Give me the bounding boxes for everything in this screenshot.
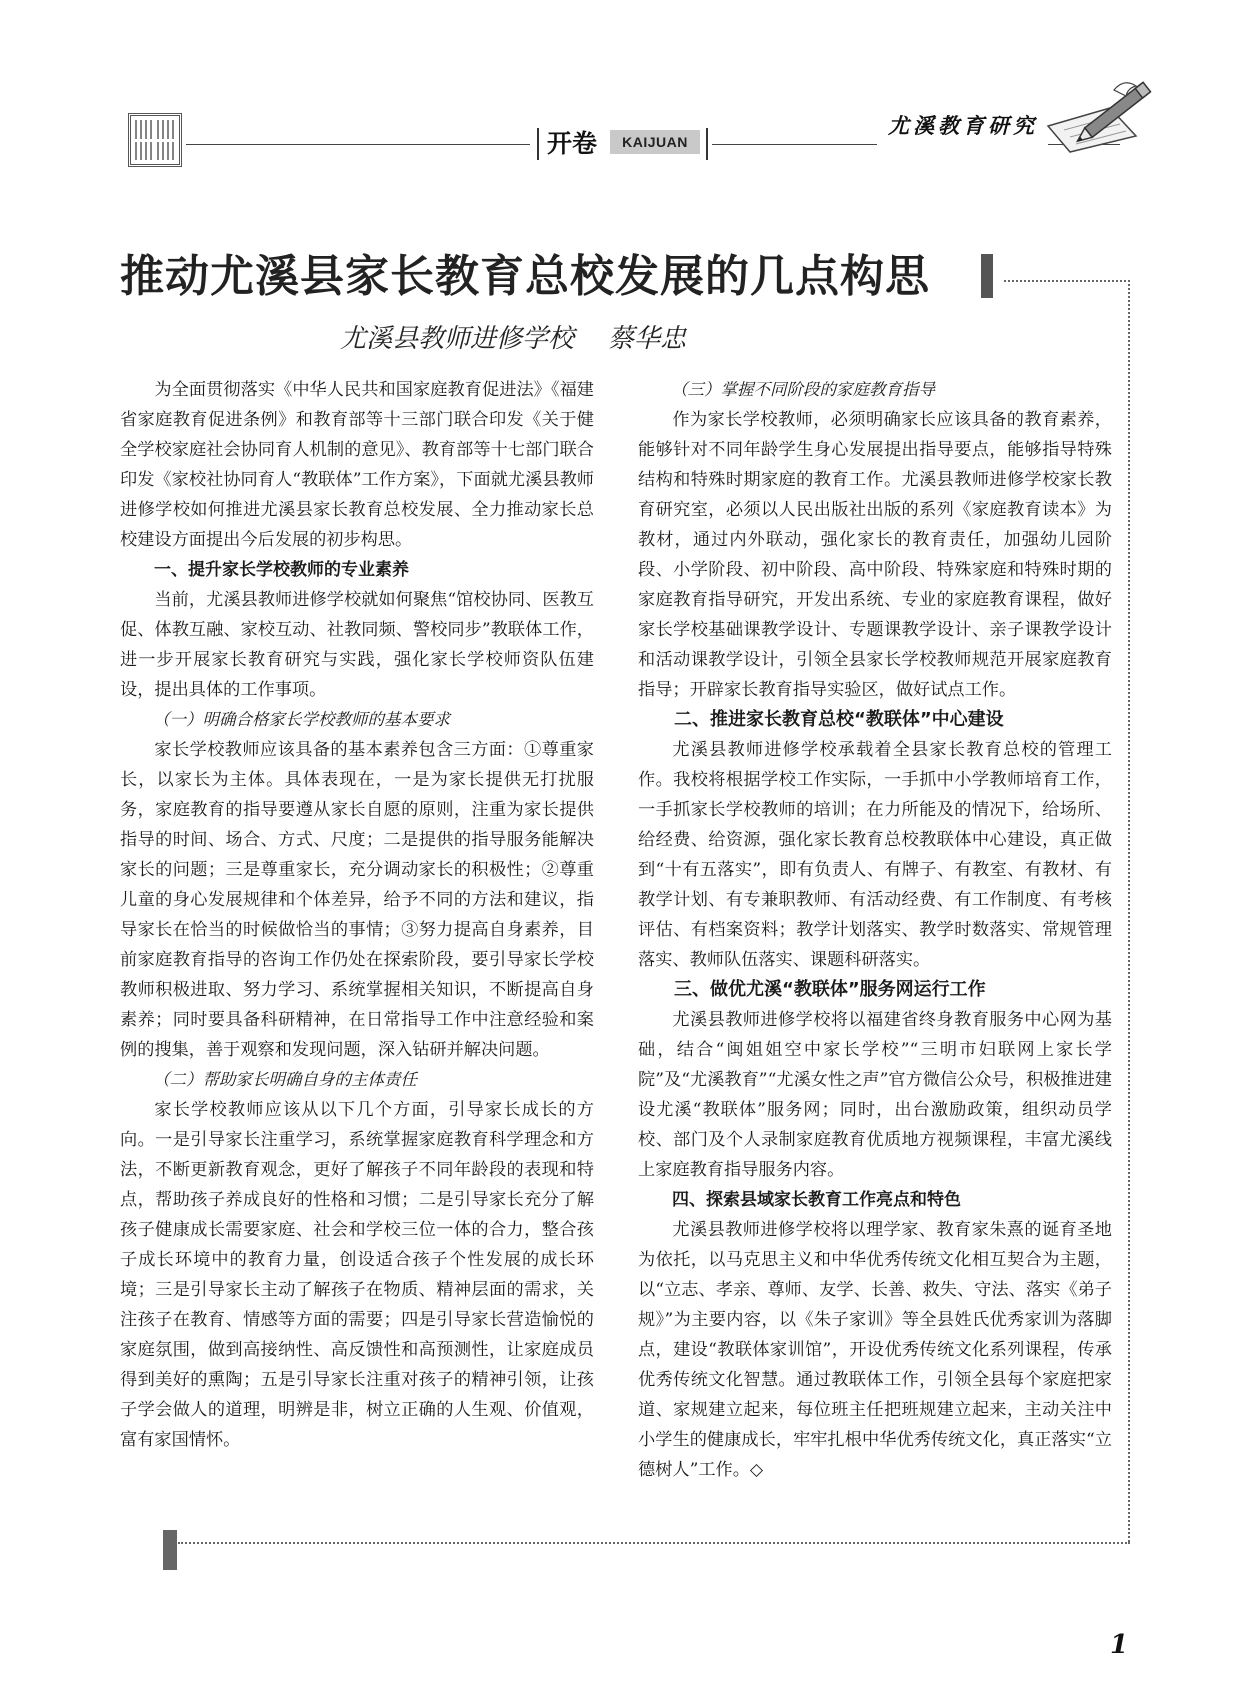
subsection-heading: （三）掌握不同阶段的家庭教育指导: [671, 380, 935, 399]
paragraph: 家长学校教师应该从以下几个方面，引导家长成长的方向。一是引导家长注重学习，系统掌握家庭教育科学理念和方法，不断更新教育观念，更好了解孩子不同年龄段的表现和特点，帮助孩子养成良好的性格和习惯；二是引导家长充分了解孩子健康成长需要家庭、社会和学校三位一体的合力，整合孩子成长环境中的教育力量，创设适合孩子个性发展的成长环境；三是引导家长主动了解孩子在物质、精神层面的需求，关注孩子在教育、情感等方面的需要；四是引导家长营造愉悦的家庭氛围，做到高接纳性、高反馈性和高预测性，让家庭成员得到美好的熏陶；五是引导家长注重对孩子的精神引领，让孩子学会做人的道理，明辨是非，树立正确的人生观、价值观，富有家国情怀。: [120, 1100, 594, 1450]
journal-name: 尤溪教育研究: [888, 113, 1038, 138]
header-rule-left: [186, 144, 530, 145]
paragraph: 作为家长学校教师，必须明确家长应该具备的教育素养，能够针对不同年龄学生身心发展提出指导要点，能够指导特殊结构和特殊时期家庭的教育工作。尤溪县教师进修学校家长教育研究室，必须以人民出版社出版的系列《家庭教育读本》为教材，通过内外联动，强化家长的教育责任，加强幼儿园阶段、小学阶段、初中阶段、高中阶段、特殊家庭和特殊时期的家庭教育指导研究，开发出系统、专业的家庭教育课程，做好家长学校基础课教学设计、专题课教学设计、亲子课教学设计和活动课教学设计，引领全县家长学校教师规范开展家庭教育指导；开辟家长教育指导实验区，做好试点工作。: [638, 410, 1112, 700]
section-heading: 四、探索县域家长教育工作亮点和特色: [672, 1190, 961, 1210]
author-organization: 尤溪县教师进修学校: [340, 324, 575, 354]
section-heading: 二、推进家长教育总校“教联体”中心建设: [674, 709, 1004, 730]
subsection-heading: （二）帮助家长明确自身的主体责任: [153, 1070, 417, 1089]
page-number: 1: [1110, 1630, 1129, 1660]
paragraph: 为全面贯彻落实《中华人民共和国家庭教育促进法》《福建省家庭教育促进条例》和教育部等十三部门联合印发《关于健全学校家庭社会协同育人机制的意见》、教育部等十七部门联合印发《家校社协同育人“教联体”工作方案》，下面就尤溪县教师进修学校如何推进尤溪县家长教育总校发展、全力推动家长总校建设方面提出今后发展的初步构思。: [120, 380, 594, 550]
header-rule-right: [712, 144, 877, 145]
right-column: [638, 375, 1112, 1485]
author-name: 蔡华忠: [608, 324, 687, 354]
seal-logo-icon: [128, 113, 182, 167]
page-header: [0, 0, 1240, 180]
paragraph: 尤溪县教师进修学校将以福建省终身教育服务中心网为基础，结合“闽姐姐空中家长学校”“三明市妇联网上家长学院”及“尤溪教育”“尤溪女性之声”官方微信公众号，积极推进建设尤溪“教联体”服务网；同时，出台激励政策，组织动员学校、部门及个人录制家庭教育优质地方视频课程，丰富尤溪线上家庭教育指导服务内容。: [638, 1010, 1112, 1180]
paragraph: 当前，尤溪县教师进修学校就如何聚焦“馆校协同、医教互促、体教互融、家校互动、社教同频、警校同步”教联体工作，进一步开展家长教育研究与实践，强化家长学校师资队伍建设，提出具体的工作事项。: [120, 590, 594, 700]
title-accent-block: [981, 254, 993, 298]
subsection-heading: （一）明确合格家长学校教师的基本要求: [153, 710, 450, 729]
section-divider-right: [706, 128, 708, 160]
dotted-frame-bottom: [178, 1542, 1130, 1544]
left-column: [120, 375, 594, 1455]
author-line: [340, 318, 686, 355]
section-label-en: KAIJUAN: [610, 130, 700, 154]
section-label-cn: 开卷: [547, 129, 598, 158]
dotted-frame-right: [1128, 280, 1130, 1542]
paragraph: 尤溪县教师进修学校承载着全县家长教育总校的管理工作。我校将根据学校工作实际，一手抓中小学教师培育工作，一手抓家长学校教师的培训；在力所能及的情况下，给场所、给经费、给资源，强化家长教育总校教联体中心建设，真正做到“十有五落实”，即有负责人、有牌子、有教室、有教材、有教学计划、有专兼职教师、有活动经费、有工作制度、有考核评估、有档案资料；教学计划落实、教学时数落实、常规管理落实、教师队伍落实、课题科研落实。: [638, 740, 1112, 970]
paragraph: 尤溪县教师进修学校将以理学家、教育家朱熹的诞育圣地为依托，以马克思主义和中华优秀传统文化相互契合为主题，以“立志、孝亲、尊师、友学、长善、救失、守法、落实《弟子规》”为主要内容，以《朱子家训》等全县姓氏优秀家训为落脚点，建设“教联体家训馆”，开设优秀传统文化系列课程，传承优秀传统文化智慧。通过教联体工作，引领全县每个家庭把家道、家规建立起来，每位班主任把班规建立起来，主动关注中小学生的健康成长，牢牢扎根中华优秀传统文化，真正落实“立德树人”工作。◇: [638, 1220, 1112, 1480]
bottom-accent-block: [163, 1530, 177, 1570]
section-heading: 一、提升家长学校教师的专业素养: [154, 560, 409, 580]
article-title: 推动尤溪县家长教育总校发展的几点构思: [120, 251, 930, 302]
paragraph: 家长学校教师应该具备的基本素养包含三方面：①尊重家长，以家长为主体。具体表现在，一是为家长提供无打扰服务，家庭教育的指导要遵从家长自愿的原则，注重为家长提供指导的时间、场合、方式、尺度；二是提供的指导服务能解决家长的问题；三是尊重家长，充分调动家长的积极性；②尊重儿童的身心发展规律和个体差异，给予不同的方法和建议，指导家长在恰当的时候做恰当的事情；③努力提高自身素养，目前家庭教育指导的咨询工作仍处在探索阶段，要引导家长学校教师积极进取、努力学习、系统掌握相关知识，不断提高自身素养；同时要具备科研精神，在日常指导工作中注意经验和案例的搜集，善于观察和发现问题，深入钻研并解决问题。: [120, 740, 594, 1060]
dotted-frame-top: [1004, 280, 1130, 282]
section-heading: 三、做优尤溪“教联体”服务网运行工作: [674, 979, 986, 1000]
pencil-paper-icon: [1040, 74, 1170, 154]
section-divider-left: [537, 128, 539, 160]
